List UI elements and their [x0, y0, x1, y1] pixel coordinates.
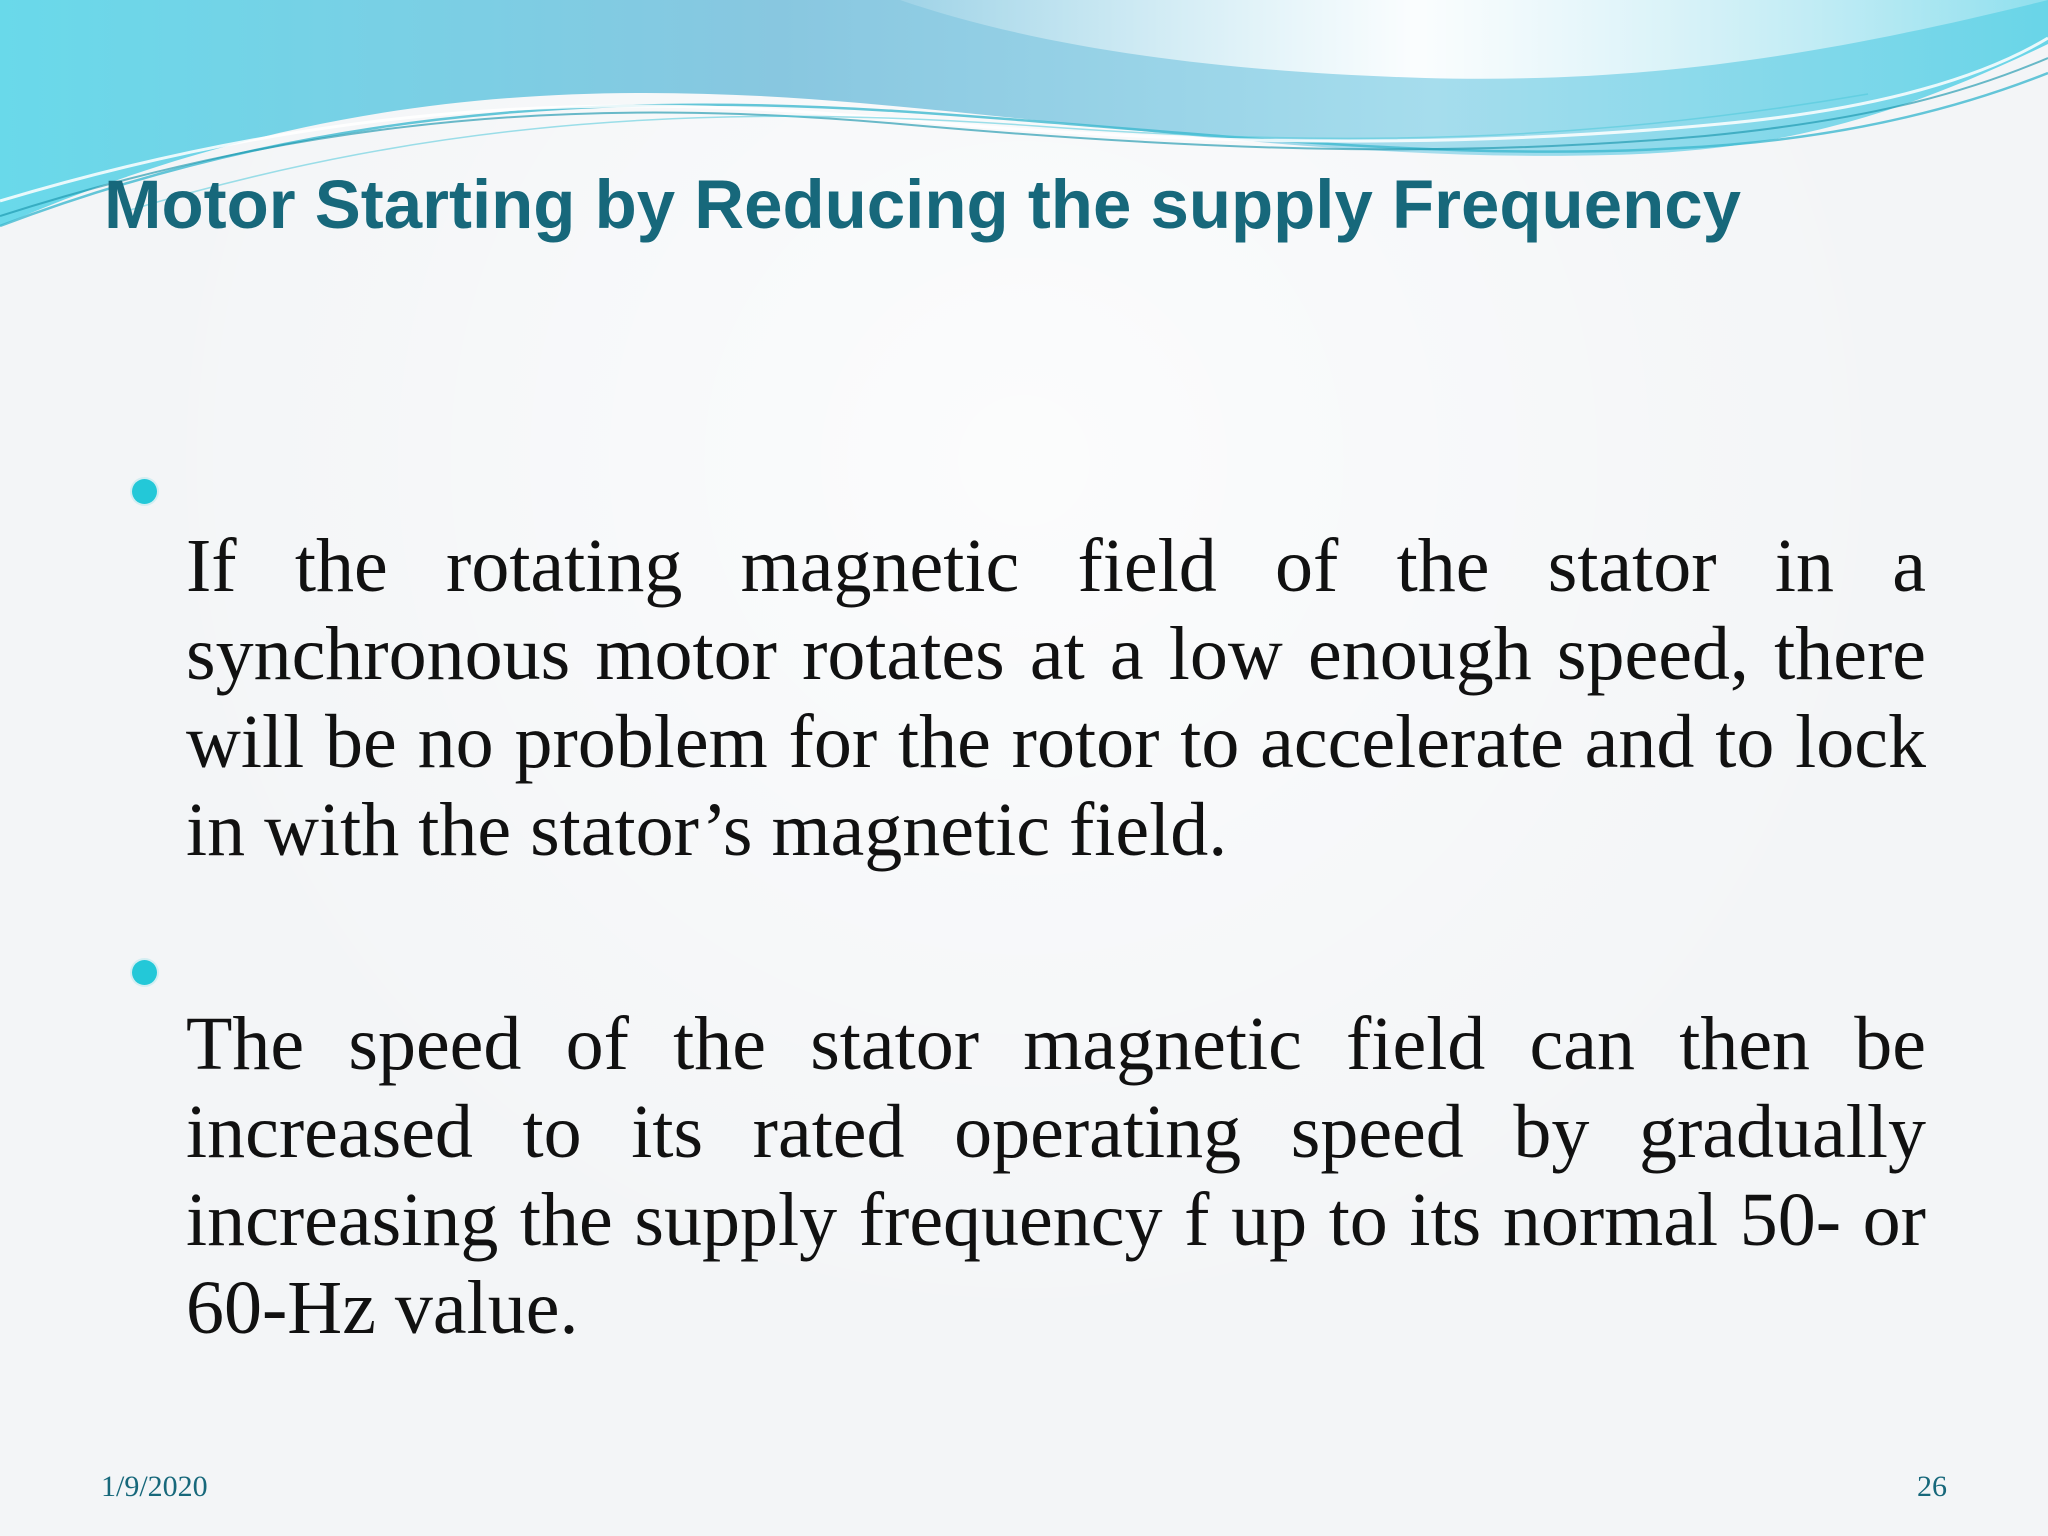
footer-date: 1/9/2020: [101, 1470, 208, 1503]
slide-title: Motor Starting by Reducing the supply Frequency: [104, 166, 1741, 243]
bullet-paragraph-1: If the rotating magnetic field of the stator in a synchronous motor rotates at a low enough speed, there will be no problem for the rotor to accelerate and to lock in with the stator’s magnetic field.: [186, 524, 1926, 872]
bullet-dot-icon: [132, 960, 157, 985]
bullet-dot-icon: [132, 479, 157, 504]
slide-page-number: 26: [1917, 1470, 1947, 1503]
bullet-paragraph-2: The speed of the stator magnetic field can then be increased to its rated operating speed by gradually increasing the supply frequency f up to its normal 50- or 60-Hz value.: [186, 1002, 1926, 1350]
